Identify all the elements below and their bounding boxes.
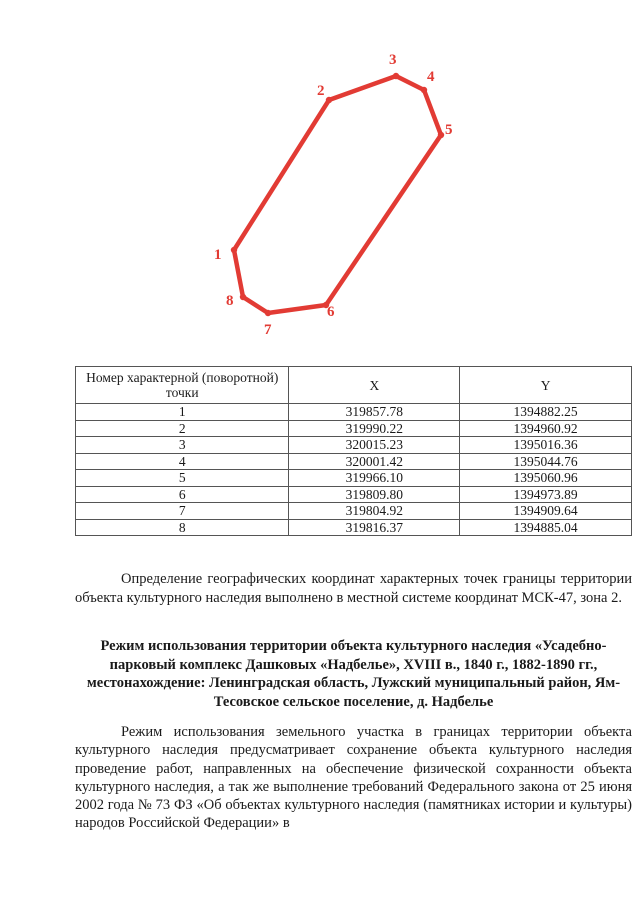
point-label-1: 1 (214, 247, 222, 263)
boundary-scheme (0, 0, 640, 360)
cell-point: 3 (76, 437, 289, 454)
point-label-6: 6 (327, 304, 335, 320)
header-y: Y (460, 367, 632, 404)
point-label-7: 7 (264, 322, 272, 338)
vertex-4 (421, 87, 427, 93)
point-label-4: 4 (427, 69, 435, 85)
table-row (76, 404, 632, 421)
cell-x: 319857.78 (289, 404, 460, 421)
cell-y: 1394973.89 (460, 486, 632, 503)
table-row (76, 519, 632, 536)
vertex-7 (265, 310, 271, 316)
header-x: X (289, 367, 460, 404)
coordinates-table (75, 366, 632, 536)
cell-point: 1 (76, 404, 289, 421)
cell-point: 6 (76, 486, 289, 503)
vertex-2 (326, 97, 332, 103)
point-label-5: 5 (445, 122, 453, 138)
table-row (76, 503, 632, 520)
table-row (76, 453, 632, 470)
table-row (76, 420, 632, 437)
cell-x: 319966.10 (289, 470, 460, 487)
cell-point: 8 (76, 519, 289, 536)
coordinate-system-text: Определение географических координат характерных точек границы территории объекта культурного наследия выполнено в местной системе координат МСК-47, зона 2. (75, 571, 632, 606)
vertex-3 (393, 73, 399, 79)
point-label-3: 3 (389, 52, 397, 68)
table-header-row (76, 367, 632, 404)
cell-point: 2 (76, 420, 289, 437)
usage-regime-paragraph (75, 723, 632, 833)
section-heading: Режим использования территории объекта культурного наследия «Усадебно-парковый комплекс Дашковых «Надбелье», XVIII в., 1840 г., 1882-1890 гг., местонахождение: Ленинградская область, Лужский муниципальный район, Ям-Тесовское сельское поселение, д. Надбелье (86, 638, 621, 710)
table-row (76, 437, 632, 454)
point-label-2: 2 (317, 83, 325, 99)
header-point-number: Номер характерной (поворотной) точки (76, 367, 289, 404)
vertex-1 (231, 247, 237, 253)
cell-x: 320015.23 (289, 437, 460, 454)
boundary-vertices (231, 73, 444, 316)
boundary-polygon (234, 76, 441, 313)
cell-y: 1395060.96 (460, 470, 632, 487)
cell-x: 319804.92 (289, 503, 460, 520)
cell-y: 1394885.04 (460, 519, 632, 536)
cell-x: 319990.22 (289, 420, 460, 437)
vertex-5 (438, 132, 444, 138)
table-row (76, 486, 632, 503)
usage-regime-text: Режим использования земельного участка в границах территории объекта культурного наследия предусматривает сохранение объекта культурного наследия проведение работ, направленных на обеспечение физической сохранности объекта культурного наследия, а так же выполнение требований Федерального закона от 25 июня 2002 года № 73 ФЗ «Об объектах культурного наследия (памятниках истории и культуры) народов Российской Федерации» в (75, 724, 632, 832)
cell-y: 1395016.36 (460, 437, 632, 454)
cell-x: 319809.80 (289, 486, 460, 503)
cell-point: 5 (76, 470, 289, 487)
cell-x: 320001.42 (289, 453, 460, 470)
cell-point: 7 (76, 503, 289, 520)
table-row (76, 470, 632, 487)
cell-y: 1394960.92 (460, 420, 632, 437)
coordinate-system-paragraph (75, 570, 632, 607)
cell-x: 319816.37 (289, 519, 460, 536)
cell-y: 1394882.25 (460, 404, 632, 421)
cell-y: 1394909.64 (460, 503, 632, 520)
cell-y: 1395044.76 (460, 453, 632, 470)
cell-point: 4 (76, 453, 289, 470)
vertex-8 (240, 294, 246, 300)
point-label-8: 8 (226, 293, 234, 309)
